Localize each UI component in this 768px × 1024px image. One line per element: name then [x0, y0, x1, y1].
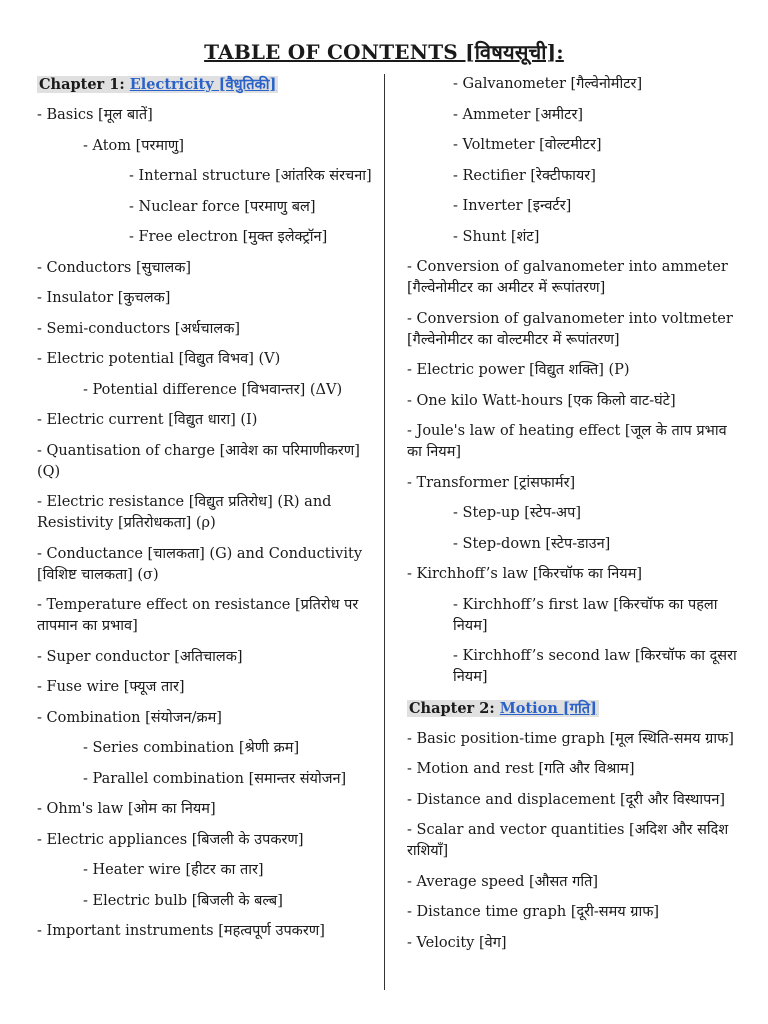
toc-entry: - Important instruments [महत्वपूर्ण उपकरण]: [37, 923, 325, 939]
toc-entry: - Parallel combination [समान्तर संयोजन]: [83, 770, 347, 787]
toc-entry: - Ammeter [अमीटर]: [453, 106, 584, 123]
toc-entry: - Distance and displacement [दूरी और विस्थापन]: [407, 791, 726, 808]
toc-entry: - Velocity [वेग]: [407, 934, 507, 951]
toc-entry: - Temperature effect on resistance [प्रतिरोध पर तापमान का प्रभाव]: [37, 597, 359, 634]
toc-entry: - Kirchhoff’s second law [किरचॉफ का दूसरा नियम]: [453, 648, 737, 685]
toc-entry: - Joule's law of heating effect [जूल के ताप प्रभाव का नियम]: [407, 423, 727, 460]
toc-entry: - Motion and rest [गति और विश्राम]: [407, 761, 635, 777]
toc-entry: - Quantisation of charge [आवेश का परिमाणीकरण] (Q): [37, 442, 360, 480]
toc-right-column: [407, 74, 737, 963]
toc-entry: - Inverter [इन्वर्टर]: [453, 198, 572, 214]
toc-entry: - Series combination [श्रेणी क्रम]: [83, 740, 300, 756]
chapter-label: [407, 700, 599, 717]
toc-entry: - Fuse wire [फ्यूज तार]: [37, 679, 185, 695]
toc-entry: - Electric resistance [विद्युत प्रतिरोध] (R) and Resistivity [प्रतिरोधकता] (ρ): [37, 494, 332, 531]
toc-entry: - Free electron [मुक्त इलेक्ट्रॉन]: [129, 229, 328, 245]
chapter-number: Chapter 2:: [409, 699, 495, 717]
toc-entry: - Voltmeter [वोल्टमीटर]: [453, 137, 602, 153]
toc-entry: - Electric bulb [बिजली के बल्ब]: [83, 892, 283, 909]
chapter-label: [37, 76, 278, 93]
toc-entry: - Potential difference [विभवान्तर] (ΔV): [83, 381, 343, 398]
toc-entry: - Conversion of galvanometer into ammeter [गैल्वेनोमीटर का अमीटर में रूपांतरण]: [407, 259, 728, 296]
toc-entry: - Basic position-time graph [मूल स्थिति-समय ग्राफ]: [407, 730, 734, 747]
toc-entry: - Conductance [चालकता] (G) and Conductivity [विशिष्ट चालकता] (σ): [37, 545, 363, 583]
toc-entry: - Transformer [ट्रांसफार्मर]: [407, 474, 576, 491]
toc-entry: - Conductors [सुचालक]: [37, 259, 191, 276]
chapter-heading: [407, 698, 737, 720]
toc-entry: - Conversion of galvanometer into voltmeter [गैल्वेनोमीटर का वोल्टमीटर में रूपांतरण]: [407, 310, 733, 348]
toc-entry: - Step-down [स्टेप-डाउन]: [453, 535, 611, 552]
toc-entry: - Super conductor [अतिचालक]: [37, 648, 243, 665]
toc-entry: - Electric appliances [बिजली के उपकरण]: [37, 831, 304, 848]
toc-entry: - Combination [संयोजन/क्रम]: [37, 709, 222, 726]
toc-entry: - Ohm's law [ओम का नियम]: [37, 801, 216, 817]
toc-entry: - Insulator [कुचलक]: [37, 290, 171, 306]
column-divider: [384, 74, 385, 990]
toc-entry: - Kirchhoff’s first law [किरचॉफ का पहला नियम]: [453, 596, 718, 634]
toc-entry: - Average speed [औसत गति]: [407, 873, 598, 890]
toc-entry: - Galvanometer [गैल्वेनोमीटर]: [453, 76, 643, 92]
toc-entry: - Distance time graph [दूरी-समय ग्राफ]: [407, 904, 660, 920]
toc-entry: - Semi-conductors [अर्धचालक]: [37, 320, 241, 337]
toc-entry: - Heater wire [हीटर का तार]: [83, 862, 264, 878]
toc-entry: - Step-up [स्टेप-अप]: [453, 505, 581, 521]
toc-entry: - Shunt [शंट]: [453, 228, 540, 245]
toc-entry: - Nuclear force [परमाणु बल]: [129, 198, 316, 215]
toc-left-column: [37, 74, 372, 952]
toc-entry: - Electric potential [विद्युत विभव] (V): [37, 351, 281, 367]
chapter-number: Chapter 1:: [39, 76, 125, 93]
toc-entry: - Basics [मूल बातें]: [37, 107, 153, 123]
toc-entry: - Atom [परमाणु]: [83, 137, 185, 154]
toc-entry: - Rectifier [रेक्टीफायर]: [453, 167, 596, 184]
toc-entry: - Scalar and vector quantities [अदिश और सदिश राशियाँ]: [407, 822, 729, 859]
chapter-heading: [37, 74, 372, 96]
toc-entry: - Electric power [विद्युत शक्ति] (P): [407, 362, 630, 378]
chapter-link[interactable]: Electricity [वैधुतिकी]: [129, 76, 277, 93]
toc-entry: - Electric current [विद्युत धारा] (I): [37, 412, 258, 428]
toc-entry: - One kilo Watt-hours [एक किलो वाट-घंटे]: [407, 392, 676, 409]
toc-entry: - Internal structure [आंतरिक संरचना]: [129, 168, 372, 184]
page-title: TABLE OF CONTENTS [विषयसूची]:: [204, 40, 564, 64]
toc-entry: - Kirchhoff’s law [किरचॉफ का नियम]: [407, 566, 643, 582]
chapter-link[interactable]: Motion [गति]: [499, 699, 597, 717]
